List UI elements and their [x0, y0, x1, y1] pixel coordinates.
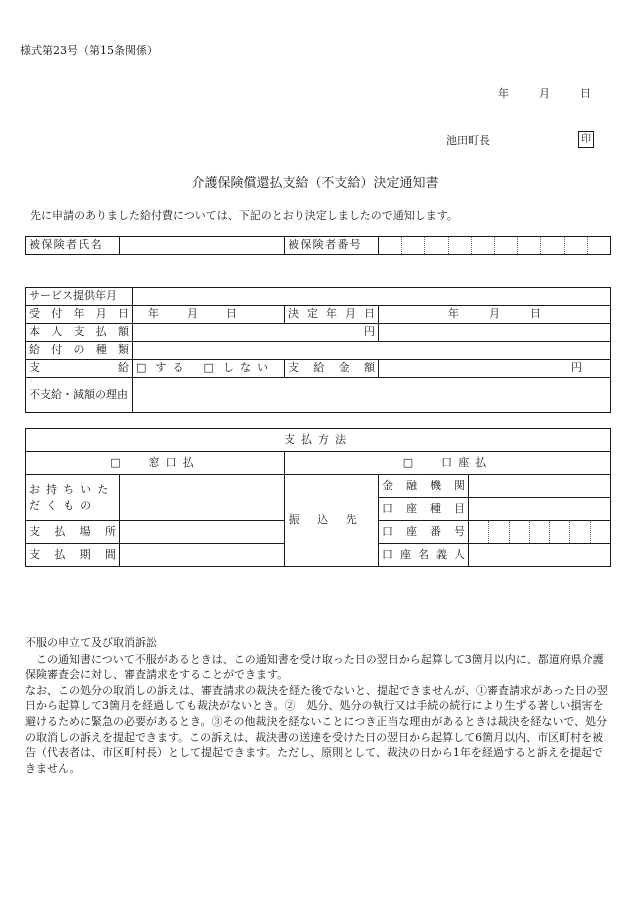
payment-method-table	[25, 428, 611, 567]
window-payment-option[interactable]	[26, 452, 285, 475]
payment-choice	[133, 360, 285, 378]
received-day: 日	[226, 307, 237, 321]
document-title: 介護保険償還払支給（不支給）決定通知書	[191, 176, 439, 191]
self-paid-label: 本人支払額	[26, 324, 133, 342]
account-holder-field[interactable]	[469, 544, 611, 567]
payment-method-title: 支払方法	[26, 429, 611, 452]
received-date-label: 受付年月日	[26, 306, 133, 324]
seal-mark: 印	[578, 131, 594, 148]
account-number-digits	[469, 521, 610, 543]
pay-no-checkbox[interactable]: □	[203, 361, 214, 375]
form-number: 様式第23号（第15条関係）	[20, 44, 158, 57]
insured-number-field[interactable]	[379, 237, 611, 255]
account-payment-option[interactable]	[285, 452, 611, 475]
payment-label	[26, 360, 133, 378]
appeal-notice-para2: なお、この処分の取消しの訴えは、審査請求の裁決を経た後でないと、提起できませんが、①審査請求があった日の翌日から起算して3箇月を経過しても裁決がないとき。② 処分、処分の執行又は手続の続行により生ずる著しい損害を避けるために緊急の必要があるとき。③その他裁決を経ないことにつき正当な理由があるときは裁決を経ないで、処分の取消しの訴えを提起できます。この訴えは、裁決書の送達を受けた日の翌日から起算して6箇月以内、市区町村を被告（代表者は、市区町村長）として提起できます。ただし、原則として、裁決の日から1年を経過すると訴えを提起できません。	[25, 683, 608, 775]
insured-number-digits	[379, 237, 610, 254]
payment-place-field[interactable]	[120, 521, 285, 544]
appeal-notice-heading: 不服の申立て及び取消訴訟	[25, 636, 157, 649]
decision-day: 日	[530, 307, 541, 321]
received-date-field[interactable]	[133, 306, 285, 324]
reason-field[interactable]	[133, 378, 611, 413]
payment-amount-field[interactable]	[379, 360, 611, 378]
bank-label: 金融機関	[379, 475, 469, 498]
service-month-field[interactable]	[133, 288, 611, 306]
window-payment-label: 窓口払	[148, 455, 200, 469]
payment-period-label: 支払期間	[26, 544, 120, 567]
payment-place-label: 支払場所	[26, 521, 120, 544]
appeal-notice-para1: この通知書について不服があるときは、この通知書を受け取った日の翌日から起算して3箇月以内に、都道府県介護保険審査会に対し、審査請求をすることができます。	[25, 652, 604, 682]
bring-items-field[interactable]	[120, 475, 285, 521]
payment-period-field[interactable]	[120, 544, 285, 567]
bank-field[interactable]	[469, 475, 611, 498]
decision-date-label: 決定年月日	[285, 306, 379, 324]
account-number-label: 口座番号	[379, 521, 469, 544]
account-holder-label: 口座名義人	[379, 544, 469, 567]
issue-date-day: 日	[580, 87, 591, 100]
account-payment-label: 口座払	[441, 455, 493, 469]
bring-items-label: お持ちいただくもの	[26, 475, 120, 521]
insured-name-field[interactable]	[120, 237, 285, 255]
benefit-type-label: 給付の種類	[26, 342, 133, 360]
insured-name-label: 被保険者氏名	[26, 237, 120, 255]
payment-label-left: 支	[29, 361, 40, 375]
payment-amount-yen: 円	[571, 361, 583, 375]
account-type-field[interactable]	[469, 498, 611, 521]
account-number-field[interactable]	[469, 521, 611, 544]
payment-amount-label: 支給金額	[285, 360, 379, 378]
appeal-notice	[25, 635, 611, 776]
insured-table	[25, 236, 611, 255]
decision-date-field[interactable]	[379, 306, 611, 324]
pay-no-label: しない	[222, 361, 275, 375]
reason-label-text: 不支給・減額の理由	[29, 388, 128, 401]
issue-date-month: 月	[539, 87, 550, 100]
pay-yes-label: する	[155, 361, 190, 375]
account-type-label: 口座種目	[379, 498, 469, 521]
service-month-label: サービス提供年月	[26, 288, 133, 306]
decision-year: 年	[448, 307, 459, 321]
received-year: 年	[148, 307, 159, 321]
window-payment-checkbox[interactable]: □	[110, 455, 121, 469]
issue-date	[0, 88, 591, 99]
benefit-type-field[interactable]	[133, 342, 611, 360]
decision-month: 月	[489, 307, 500, 321]
payment-label-right: 給	[118, 361, 129, 375]
transfer-label: 振込先	[285, 475, 379, 567]
received-month: 月	[187, 307, 198, 321]
decision-table	[25, 287, 611, 413]
pay-yes-checkbox[interactable]: □	[136, 361, 147, 375]
issue-date-year: 年	[498, 87, 509, 100]
account-payment-checkbox[interactable]: □	[402, 455, 414, 469]
intro-text: 先に申請のありました給付費については、下記のとおり決定しましたので通知します。	[30, 209, 458, 222]
issuer-name: 池田町長	[446, 134, 490, 147]
self-paid-blank	[379, 324, 611, 342]
self-paid-field[interactable]	[133, 324, 379, 342]
reason-label	[26, 378, 133, 413]
self-paid-yen: 円	[364, 325, 375, 339]
insured-number-label: 被保険者番号	[285, 237, 379, 255]
